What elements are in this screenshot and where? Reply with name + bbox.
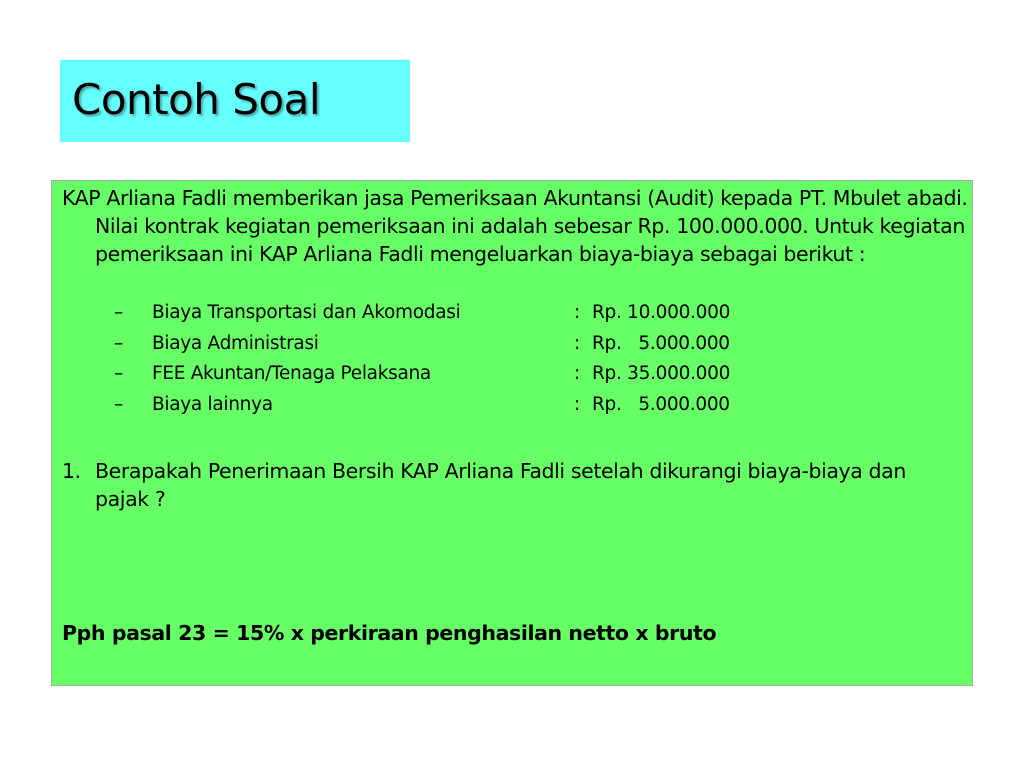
question-item: [62, 457, 952, 513]
cost-value: Rp. 5.000.000: [592, 393, 730, 415]
cost-value: Rp. 10.000.000: [592, 302, 731, 323]
cost-value: Rp. 5.000.000: [592, 332, 730, 354]
dash-bullet: –: [114, 363, 123, 384]
slide-title: Contoh Soal: [72, 75, 321, 124]
cost-item-lainnya: [114, 390, 834, 421]
cost-label: Biaya lainnya: [152, 393, 273, 415]
dash-bullet: –: [114, 393, 123, 415]
dash-bullet: –: [114, 332, 123, 354]
dash-bullet: –: [114, 302, 123, 323]
cost-colon: :: [574, 332, 580, 354]
question-number: 1.: [62, 459, 81, 483]
cost-colon: :: [574, 363, 580, 384]
cost-label: Biaya Administrasi: [152, 332, 319, 354]
cost-value: Rp. 35.000.000: [592, 363, 731, 384]
cost-list: [114, 298, 834, 420]
cost-item-administrasi: [114, 329, 834, 360]
cost-colon: :: [574, 302, 580, 323]
pph-formula: Pph pasal 23 = 15% x perkiraan penghasilan netto x bruto: [62, 621, 717, 645]
intro-paragraph: KAP Arliana Fadli memberikan jasa Pemeriksaan Akuntansi (Audit) kepada PT. Mbulet abadi. Nilai kontrak kegiatan pemeriksaan ini adalah sebesar Rp. 100.000.000. Untuk kegiatan pemeriksaan ini KAP Arliana Fadli mengeluarkan biaya-biaya sebagai berikut :: [62, 186, 968, 266]
cost-colon: :: [574, 393, 580, 415]
cost-label: FEE Akuntan/Tenaga Pelaksana: [152, 363, 431, 384]
question-text: Berapakah Penerimaan Bersih KAP Arliana Fadli setelah dikurangi biaya-biaya dan pajak ?: [95, 459, 906, 511]
cost-item-fee: [114, 359, 834, 390]
cost-label: Biaya Transportasi dan Akomodasi: [152, 302, 461, 323]
cost-item-transport: [114, 298, 834, 329]
content-box: [51, 180, 973, 686]
title-box: [60, 60, 410, 142]
